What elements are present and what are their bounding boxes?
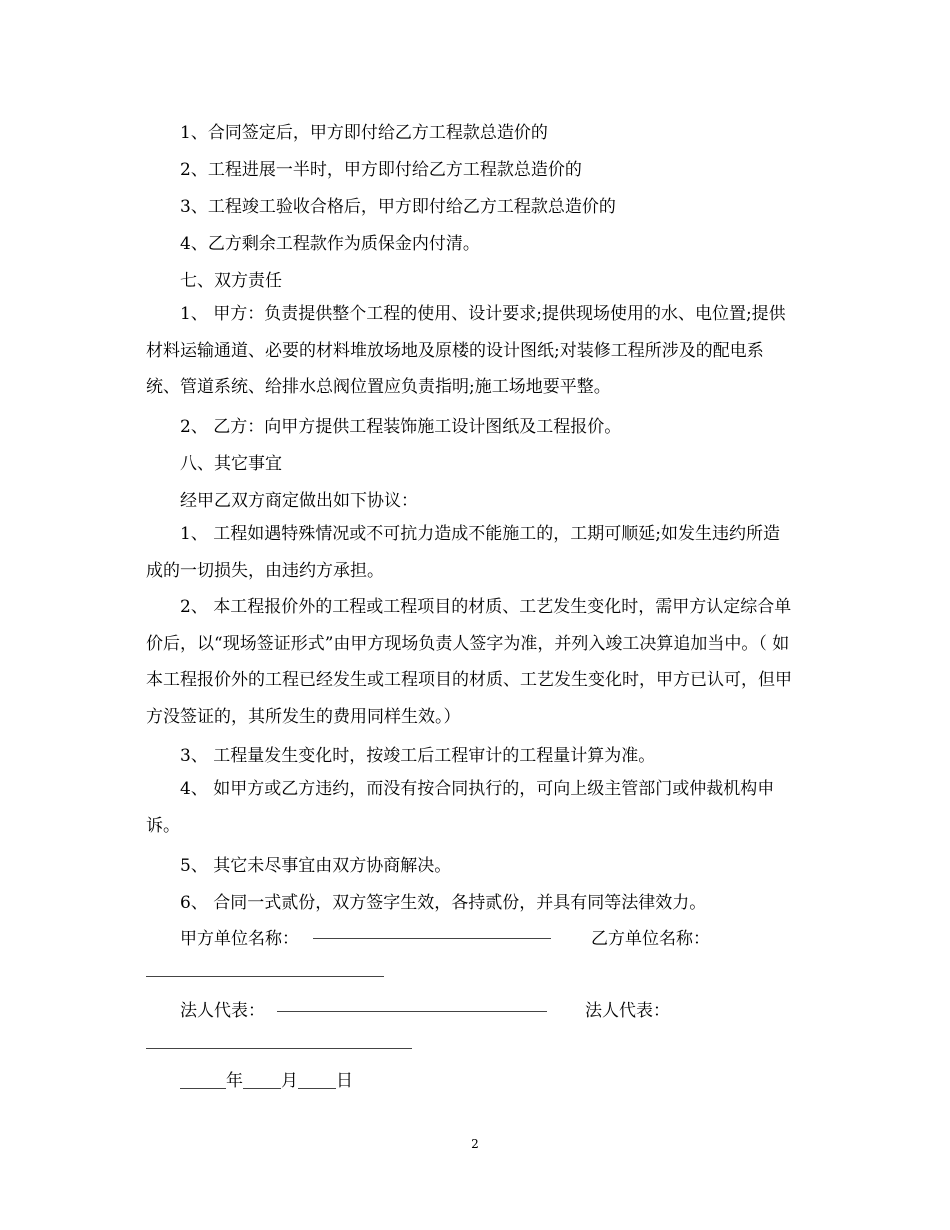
page-number: 2 [471,1137,479,1151]
section-7-heading: 七、双方责任 [180,271,282,291]
section-7-item-2: 2、 乙方：向甲方提供工程装饰施工设计图纸及工程报价。 [180,417,622,437]
party-a-unit-blank[interactable] [313,938,551,939]
party-a-unit-label: 甲方单位名称： [180,929,299,949]
section-8-item-4: 4、 如甲方或乙方违约，而没有按合同执行的，可向上级主管部门或仲裁机构申诉。 [146,779,775,836]
section-8-item-2: 2、 本工程报价外的工程或工程项目的材质、工艺发生变化时，需甲方认定综合单价后，以“现场签证形式”由甲方现场负责人签字为准，并列入竣工决算追加当中。（ 如本工程报价外的工程已经发生或工程项目的材质、工艺发生变化时，甲方已认可，但甲方没签证的，其所发生的费用同样生效。） [146,597,792,727]
section-8-intro: 经甲乙双方商定做出如下协议： [180,491,418,511]
section-8-item-3: 3、 工程量发生变化时，按竣工后工程审计的工程量计算为准。 [180,746,656,766]
day-label: 日 [336,1071,353,1091]
party-b-rep-label: 法人代表： [585,1001,670,1021]
section-8-heading: 八、其它事宜 [180,454,282,474]
payment-item-1: 1、合同签定后，甲方即付给乙方工程款总造价的 [180,123,548,143]
party-b-rep-blank[interactable] [146,1048,412,1049]
section-8-item-6: 6、 合同一式贰份，双方签字生效，各持贰份，并具有同等法律效力。 [180,893,707,913]
date-line [180,1066,353,1091]
party-a-rep-blank[interactable] [277,1011,547,1012]
payment-item-3: 3、工程竣工验收合格后，甲方即付给乙方工程款总造价的 [180,197,616,217]
party-b-unit-label: 乙方单位名称： [591,929,710,949]
month-blank[interactable] [243,1072,281,1089]
party-a-rep-label: 法人代表： [180,1001,265,1021]
year-label: 年 [226,1071,243,1091]
signature-row-rep [180,996,800,1020]
section-8-item-1: 1、 工程如遇特殊情况或不可抗力造成不能施工的，工期可顺延;如发生违约所造成的一切损失，由违约方承担。 [146,524,780,581]
section-7-item-1: 1、 甲方：负责提供整个工程的使用、设计要求;提供现场使用的水、电位置;提供材料运输通道、必要的材料堆放场地及原楼的设计图纸;对装修工程所涉及的配电系统、管道系统、给排水总阀位置应负责指明;施工场地要平整。 [146,304,786,397]
payment-item-4: 4、乙方剩余工程款作为质保金内付清。 [180,234,480,254]
section-8-item-5: 5、 其它未尽事宜由双方协商解决。 [180,856,452,876]
signature-row-unit [180,924,800,948]
day-blank[interactable] [298,1072,336,1089]
party-b-unit-blank[interactable] [146,976,384,977]
month-label: 月 [281,1071,298,1091]
payment-item-2: 2、工程进展一半时，甲方即付给乙方工程款总造价的 [180,160,582,180]
year-blank[interactable] [180,1072,226,1089]
